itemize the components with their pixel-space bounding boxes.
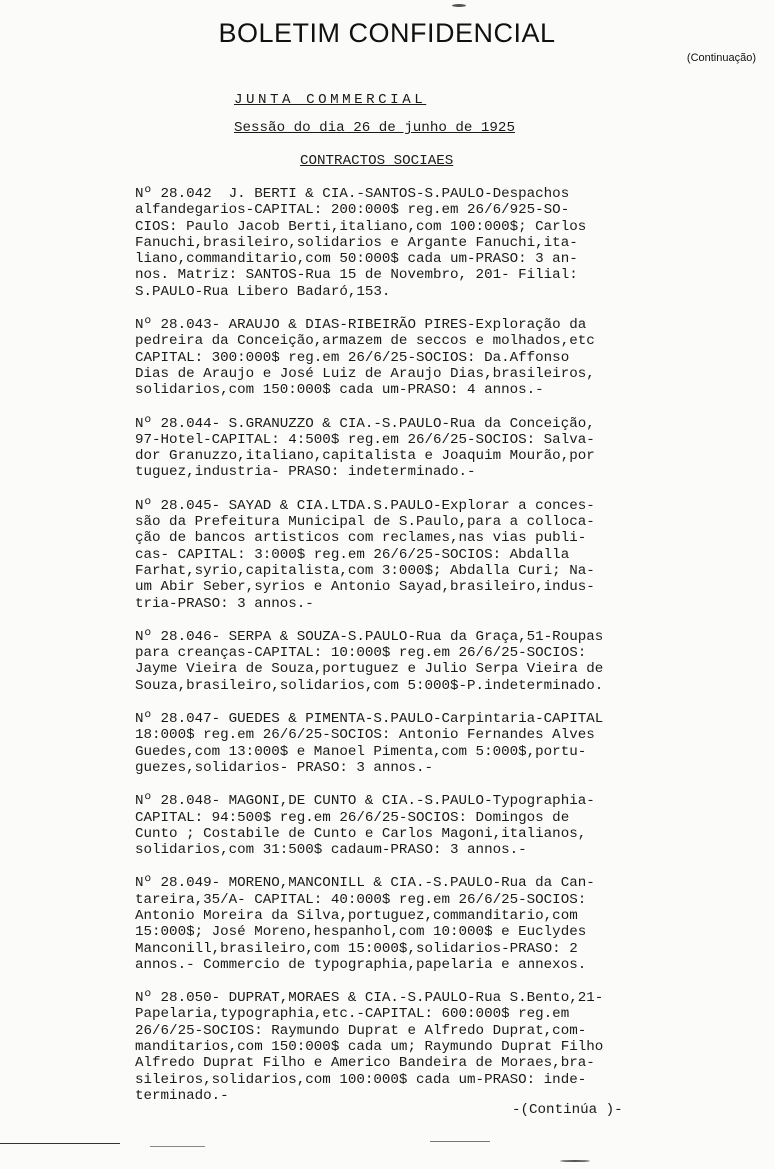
entry-line: S.PAULO-Rua Libero Badaró,153. (135, 283, 391, 300)
continuation-label: (Continuação) (686, 52, 756, 64)
entry-line: um Abir Seber,syrios e Antonio Sayad,brasileiro,indus- (135, 579, 595, 596)
scan-speck (560, 1160, 590, 1162)
entry-line: 18:000$ reg.em 26/6/25-SOCIOS: Antonio Fernandes Alves (135, 727, 595, 744)
contract-entry (135, 186, 765, 300)
entry-line: 26/6/25-SOCIOS: Raymundo Duprat e Alfredo Duprat,com- (135, 1022, 587, 1039)
entry-line: solidarios,com 150:000$ cada um-PRASO: 4 annos.- (135, 382, 544, 399)
entry-line: são da Prefeitura Municipal de S.Paulo,para a colloca- (135, 514, 595, 531)
entry-line: Cunto ; Costabile de Cunto e Carlos Magoni,italianos, (135, 825, 587, 842)
entry-line: 97-Hotel-CAPITAL: 4:500$ reg.em 26/6/25-SOCIOS: Salva- (135, 431, 595, 448)
entry-line: Antonio Moreira da Silva,portuguez,commanditario,com (135, 907, 578, 924)
entry-line: Jayme Vieira de Souza,portuguez e Julio Serpa Vieira de (135, 661, 604, 678)
contract-entries (135, 186, 765, 1121)
contract-entry (135, 416, 765, 481)
continues-footer: -(Continúa )- (512, 1102, 623, 1118)
entry-line: pedreira da Conceição,armazem de seccos e molhados,etc (135, 333, 595, 350)
entry-line: Papelaria,typographia,etc.-CAPITAL: 600:000$ reg.em (135, 1006, 570, 1023)
scan-mark (0, 1143, 120, 1144)
session-date-heading: Sessão do dia 26 de junho de 1925 (234, 120, 515, 136)
contract-entry (135, 793, 765, 858)
entry-line: Manconill,brasileiro,com 15:000$,solidarios-PRASO: 2 (135, 940, 578, 957)
section-subject-heading: CONTRACTOS SOCIAES (300, 153, 454, 169)
entry-line: annos.- Commercio de typographia,papelaria e annexos. (135, 956, 587, 973)
entry-line: Nº 28.050- DUPRAT,MORAES & CIA.-S.PAULO-Rua S.Bento,21- (135, 990, 604, 1007)
entry-line: Guedes,com 13:000$ e Manoel Pimenta,com 5:000$,portu- (135, 743, 587, 760)
entry-line: tuguez,industria- PRASO: indeterminado.- (135, 464, 476, 481)
entry-line: guezes,solidarios- PRASO: 3 annos.- (135, 759, 433, 776)
entry-line: Souza,brasileiro,solidarios,com 5:000$-P.indeterminado. (135, 677, 604, 694)
entry-line: nos. Matriz: SANTOS-Rua 15 de Novembro, 201- Filial: (135, 267, 578, 284)
entry-line: ção de bancos artisticos com reclames,nas vias publi- (135, 530, 587, 547)
entry-line: Nº 28.048- MAGONI,DE CUNTO & CIA.-S.PAULO-Typographia- (135, 793, 595, 810)
scan-speck (452, 4, 466, 7)
entry-line: para creanças-CAPITAL: 10:000$ reg.em 26/6/25-SOCIOS: (135, 645, 587, 662)
contract-entry (135, 711, 765, 776)
entry-line: liano,commanditario,com 50:000$ cada um-PRASO: 3 an- (135, 251, 578, 268)
entry-line: tareira,35/A- CAPITAL: 40:000$ reg.em 26/6/25-SOCIOS: (135, 891, 587, 908)
entry-line: Nº 28.047- GUEDES & PIMENTA-S.PAULO-Carpintaria-CAPITAL (135, 711, 604, 728)
entry-line: Alfredo Duprat Filho e Americo Bandeira de Moraes,bra- (135, 1055, 595, 1072)
entry-line: tria-PRASO: 3 annos.- (135, 595, 314, 612)
entry-line: Nº 28.043- ARAUJO & DIAS-RIBEIRÃO PIRES-Exploração da (135, 317, 587, 334)
entry-line: CIOS: Paulo Jacob Berti,italiano,com 100:000$; Carlos (135, 218, 587, 235)
entry-line: cas- CAPITAL: 3:000$ reg.em 26/6/25-SOCIOS: Abdalla (135, 546, 570, 563)
entry-line: solidarios,com 31:500$ cadaum-PRASO: 3 annos.- (135, 842, 527, 859)
entry-line: CAPITAL: 94:500$ reg.em 26/6/25-SOCIOS: Domingos de (135, 809, 570, 826)
scan-mark (150, 1146, 205, 1147)
entry-line: terminado.- (135, 1087, 229, 1104)
entry-line: manditarios,com 150:000$ cada um; Raymundo Duprat Filho (135, 1039, 604, 1056)
contract-entry (135, 498, 765, 612)
scan-mark (430, 1141, 490, 1142)
contract-entry (135, 875, 765, 973)
entry-line: 15:000$; José Moreno,hespanhol,com 10:000$ e Euclydes (135, 924, 587, 941)
entry-line: sileiros,solidarios,com 100:000$ cada um-PRASO: inde- (135, 1071, 587, 1088)
entry-line: dor Granuzzo,italiano,capitalista e Joaquim Mourão,por (135, 448, 595, 465)
section-org-heading: JUNTA COMMERCIAL (234, 92, 427, 108)
entry-line: Nº 28.046- SERPA & SOUZA-S.PAULO-Rua da Graça,51-Roupas (135, 628, 604, 645)
contract-entry (135, 629, 765, 694)
entry-line: Nº 28.042 J. BERTI & CIA.-SANTOS-S.PAULO-Despachos (135, 186, 570, 202)
entry-line: Farhat,syrio,capitalista,com 3:000$; Abdalla Curi; Na- (135, 562, 595, 579)
contract-entry (135, 990, 765, 1104)
entry-line: CAPITAL: 300:000$ reg.em 26/6/25-SOCIOS: Da.Affonso (135, 349, 570, 366)
bulletin-title: BOLETIM CONFIDENCIAL (218, 18, 556, 48)
entry-line: alfandegarios-CAPITAL: 200:000$ reg.em 26/6/925-SO- (135, 202, 570, 219)
entry-line: Nº 28.045- SAYAD & CIA.LTDA.S.PAULO-Explorar a conces- (135, 497, 595, 514)
entry-line: Dias de Araujo e José Luiz de Araujo Dias,brasileiros, (135, 365, 595, 382)
entry-line: Nº 28.044- S.GRANUZZO & CIA.-S.PAULO-Rua da Conceição, (135, 415, 595, 432)
entry-line: Nº 28.049- MORENO,MANCONILL & CIA.-S.PAULO-Rua da Can- (135, 875, 595, 892)
entry-line: Fanuchi,brasileiro,solidarios e Argante Fanuchi,ita- (135, 234, 578, 251)
contract-entry (135, 317, 765, 398)
